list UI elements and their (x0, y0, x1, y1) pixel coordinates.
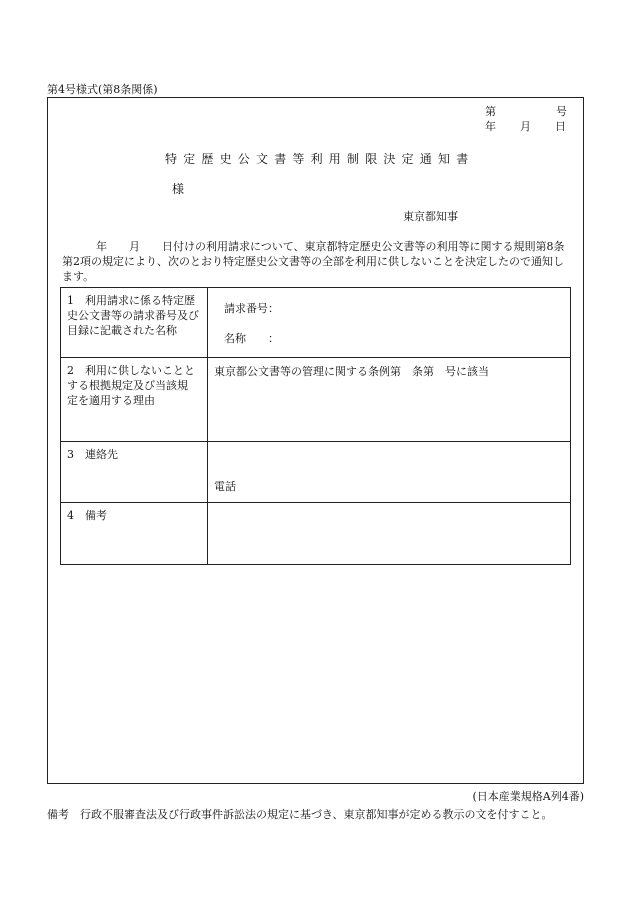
number-suffix: 号 (556, 105, 567, 118)
paper-size-note: (日本産業規格A列4番) (472, 790, 584, 803)
row-value-remarks (208, 503, 571, 565)
remarks-note: 備考 行政不服審査法及び行政事件訴訟法の規定に基づき、東京都知事が定める教示の文を付すこと。 (47, 808, 553, 821)
document-name-label: 名称 ： (224, 332, 279, 345)
number-prefix: 第 (485, 105, 496, 118)
date-gap-2 (531, 118, 555, 134)
row-value-contact (208, 442, 571, 503)
row-value-grounds (208, 358, 571, 442)
issuer-name: 東京都知事 (403, 210, 458, 223)
table-row (61, 358, 571, 442)
row-label-request-item: 1 利用請求に係る特定歴史公文書等の請求番号及び目録に記載された名称 (61, 288, 208, 358)
notice-body-text (62, 239, 572, 284)
document-title: 特定歴史公文書等利用制限決定通知書 (165, 152, 475, 166)
addressee-suffix: 様 (172, 182, 185, 196)
row-value-request-item (208, 288, 571, 358)
notice-details-table (60, 287, 571, 565)
number-gap (496, 103, 556, 119)
row-label-grounds: 2 利用に供しないことと する根拠規定及び当該規 定を適用する理由 (61, 358, 208, 442)
row-label-contact: 3 連絡先 (61, 442, 208, 503)
row-label-remarks: 4 備考 (61, 503, 208, 565)
table-row (61, 503, 571, 565)
table-row (61, 442, 571, 503)
table-row (61, 288, 571, 358)
phone-label: 電話 (214, 480, 236, 493)
notice-body-content: 年 月 日付けの利用請求について、東京都特定歴史公文書等の利用等に関する規則第8条第2項の規定により、次のとおり特定歴史公文書等の全部を利用に供しないことを決定したので通知します。 (62, 240, 565, 283)
document-number-line (485, 103, 567, 119)
date-year: 年 (485, 120, 496, 133)
grounds-text: 東京都公文書等の管理に関する条例第 条第 号に該当 (214, 365, 489, 378)
date-month: 月 (520, 120, 531, 133)
date-day: 日 (555, 120, 566, 133)
document-date-line (485, 118, 566, 134)
request-number-label: 請求番号： (224, 302, 279, 315)
form-number-label: 第4号様式(第8条関係) (47, 83, 158, 96)
date-gap-1 (496, 118, 520, 134)
